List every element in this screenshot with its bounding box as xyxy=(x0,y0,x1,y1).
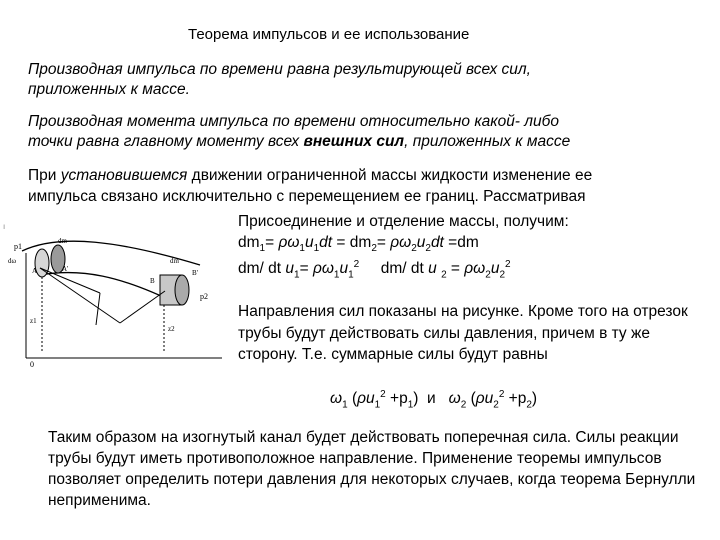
label-z1: z1 xyxy=(30,317,37,325)
force-arrow-2 xyxy=(40,268,120,323)
bent-pipe-diagram xyxy=(0,213,230,373)
page-title: Теорема импульсов и ее использование xyxy=(188,26,470,43)
paragraph-angular-line2-post: , приложенных к массе xyxy=(404,133,571,150)
paragraph-steady-flow xyxy=(28,165,592,207)
paragraph-angular-bold: внешних сил xyxy=(303,133,405,150)
edge-mark: ı xyxy=(3,222,6,231)
attach-detach-line: Присоединение и отделение массы, получим: xyxy=(238,213,569,230)
pipe-lower-wall xyxy=(40,273,180,305)
paragraph-steady-line1-pre: При xyxy=(28,167,61,184)
force-arrow-3 xyxy=(120,291,165,323)
label-A: A xyxy=(32,267,38,275)
equation-momentum-flux: dm/ dt $u_1= \rho\omega_1u_1^2$ dm/ dt u $_2 = \rho\omega_2u_2^2$ xyxy=(238,259,511,281)
paragraph-momentum-line2: приложенных к массе. xyxy=(28,81,190,98)
paragraph-angular-line2-pre: точки равна главному моменту всех xyxy=(28,133,304,150)
label-B: B xyxy=(150,277,155,285)
equation-mass-flow: $dm_1= \rho\omega_1u_1dt = dm_2= \rho\omega_2u_2dt =dm$ xyxy=(238,234,479,255)
label-A-prime: A' xyxy=(62,265,69,273)
paragraph-steady-line1 xyxy=(28,165,592,186)
paragraph-steady-line1-post: движении ограниченной массы жидкости изменение ее xyxy=(187,167,593,184)
label-p2: p2 xyxy=(200,292,208,301)
label-B-prime: B' xyxy=(192,269,198,277)
paragraph-steady-italic: установившемся xyxy=(60,167,188,184)
outlet-section xyxy=(175,275,189,305)
paragraph-angular-momentum xyxy=(28,112,570,152)
label-p1: p1 xyxy=(14,242,22,251)
label-domega: dω xyxy=(8,257,17,265)
paragraph-steady-line2: импульса связано исключительно с перемещением ее границ. Рассматривая xyxy=(28,188,586,205)
paragraph-angular-line1: Производная момента импульса по времени относительно какой- либо xyxy=(28,113,559,130)
conclusion-paragraph: Таким образом на изогнутый канал будет действовать поперечная сила. Силы реакции трубы будут иметь противоположное направление. Применение теоремы импульсов позволяет определить потери давления для некоторых случаев, когда теорема Бернулли неприменима. xyxy=(48,429,696,509)
paragraph-momentum xyxy=(28,60,531,100)
forces-paragraph: Направления сил показаны на рисунке. Кроме того на отрезок трубы будут действовать силы давления, причем в ту же сторону. Т.е. суммарные силы будут равны xyxy=(238,303,688,363)
paragraph-momentum-line1: Производная импульса по времени равна результирующей всех сил, xyxy=(28,61,531,78)
label-origin: 0 xyxy=(30,360,34,369)
label-z2: z2 xyxy=(168,325,175,333)
paragraph-angular-line2 xyxy=(28,132,570,152)
equation-total-forces: $\omega_1$ $(\rho u_1^2 +p_1)$ и $\omega_2$ $(\rho u_2^2 +p_2)$ xyxy=(330,389,538,411)
label-dm-left: dm xyxy=(58,237,67,245)
force-arrow-1 xyxy=(40,268,100,293)
label-dm-right: dm xyxy=(170,257,179,265)
